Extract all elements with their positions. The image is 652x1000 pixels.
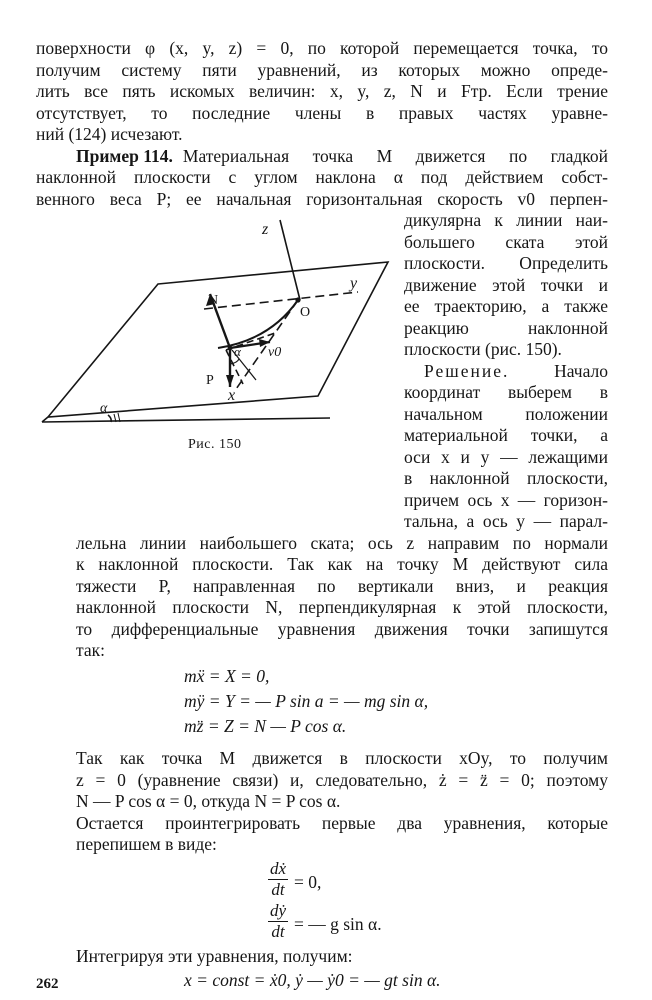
equation: mz̈ = Z = N — P cos α. <box>184 716 347 736</box>
text-line: координат выберем в <box>404 382 608 402</box>
text-line: в наклонной плоскости, <box>404 468 608 488</box>
text-line: перепишем в виде: <box>76 834 217 854</box>
text-line: реакцию наклонной <box>404 318 608 338</box>
text-line: большего ската этой <box>404 232 608 252</box>
text-line: венного веса P; ее начальная горизонтальная скорость v0 перпен- <box>36 189 608 209</box>
text-line: то дифференциальные уравнения движения точки запишутся <box>76 619 608 639</box>
equation: = — g sin α. <box>294 914 382 934</box>
text-line: Интегрируя эти уравнения, получим: <box>76 946 353 966</box>
equation: mÿ = Y = — P sin a = — mg sin α, <box>184 691 429 711</box>
label-z: z <box>262 221 269 238</box>
text-line: лить все пять искомых величин: x, y, z, N и Fтр. Если трение <box>36 81 608 101</box>
equation: x = const = ẋ0, ẏ — ẏ0 = — gt sin α. <box>184 970 441 990</box>
y-axis <box>204 292 358 309</box>
text-line: Начало <box>554 361 608 381</box>
origin-point <box>295 297 300 302</box>
text-line: отсутствует, то последние члены в правых частях уравне- <box>36 103 608 123</box>
text-line: материальной точки, а <box>404 425 608 445</box>
text-line: поверхности φ (x, y, z) = 0, по которой перемещается точка, то <box>36 38 608 58</box>
inclined-plane-figure <box>38 212 400 424</box>
fraction <box>268 860 288 899</box>
z-axis <box>280 220 300 300</box>
example-label: Пример 114. <box>76 146 173 166</box>
label-x: x <box>228 387 236 404</box>
page-number: 262 <box>36 976 59 992</box>
text-line: z = 0 (уравнение связи) и, следовательно, ż = z̈ = 0; поэтому <box>76 770 608 790</box>
figure-caption: Рис. 150 <box>188 437 242 452</box>
fraction-denominator: dt <box>271 880 285 899</box>
text-line: Материальная точка M движется по гладкой <box>182 146 608 166</box>
label-v0: v0 <box>268 345 282 360</box>
text-line: тяжести P, направленная по вертикали вниз, и реакция <box>76 576 608 596</box>
text-line: дикулярна к линии наи- <box>404 210 608 230</box>
example-heading-line <box>76 146 608 168</box>
fraction-numerator: dẏ <box>269 901 287 920</box>
text-line: к наклонной плоскости. Так как на точку M действуют сила <box>76 554 608 574</box>
label-origin: O <box>300 305 311 320</box>
text-line: плоскости. Определить <box>404 253 608 273</box>
text-line: наклонной плоскости N, перпендикулярная к этой плоскости, <box>76 597 608 617</box>
trajectory-curve <box>218 300 298 348</box>
label-p: P <box>206 373 214 388</box>
text-line: оси x и y — лежащими <box>404 447 608 467</box>
text-line: Так как точка M движется в плоскости xOy, то получим <box>76 748 608 768</box>
text-line: Остается проинтегрировать первые два уравнения, которые <box>76 813 608 833</box>
equation: mẍ = X = 0, <box>184 666 270 686</box>
text-line: причем ось x — горизон- <box>404 490 608 510</box>
text-line: движение этой точки и <box>404 275 608 295</box>
text-line: лельна линии наибольшего ската; ось z направим по нормали <box>76 533 608 553</box>
inclined-plane <box>48 262 388 417</box>
label-n: N <box>208 293 219 308</box>
fraction-numerator: dẋ <box>269 859 287 878</box>
arrowhead <box>226 375 234 387</box>
label-y: y <box>350 275 358 292</box>
point-m <box>228 346 233 351</box>
equation: = 0, <box>294 872 322 892</box>
text-line: наклонной плоскости с углом наклона α под действием собст- <box>36 167 608 187</box>
label-alpha-base: α <box>100 401 108 416</box>
text-line: плоскости (рис. 150). <box>404 339 562 359</box>
text-line: получим систему пяти уравнений, из которых можно опреде- <box>36 60 608 80</box>
text-line: ний (124) исчезают. <box>36 124 183 144</box>
text-line: тальна, а ось y — парал- <box>404 511 608 531</box>
text-line: ее траекторию, а также <box>404 296 608 316</box>
solution-heading-line <box>424 361 608 383</box>
base-line <box>42 418 330 422</box>
text-line: так: <box>76 640 105 660</box>
solution-label: Решение. <box>424 361 510 381</box>
label-alpha: α <box>234 344 241 359</box>
text-line: N — P cos α = 0, откуда N = P cos α. <box>76 791 341 811</box>
text-line: начальном положении <box>404 404 608 424</box>
fraction <box>268 902 288 941</box>
fraction-denominator: dt <box>271 922 285 941</box>
